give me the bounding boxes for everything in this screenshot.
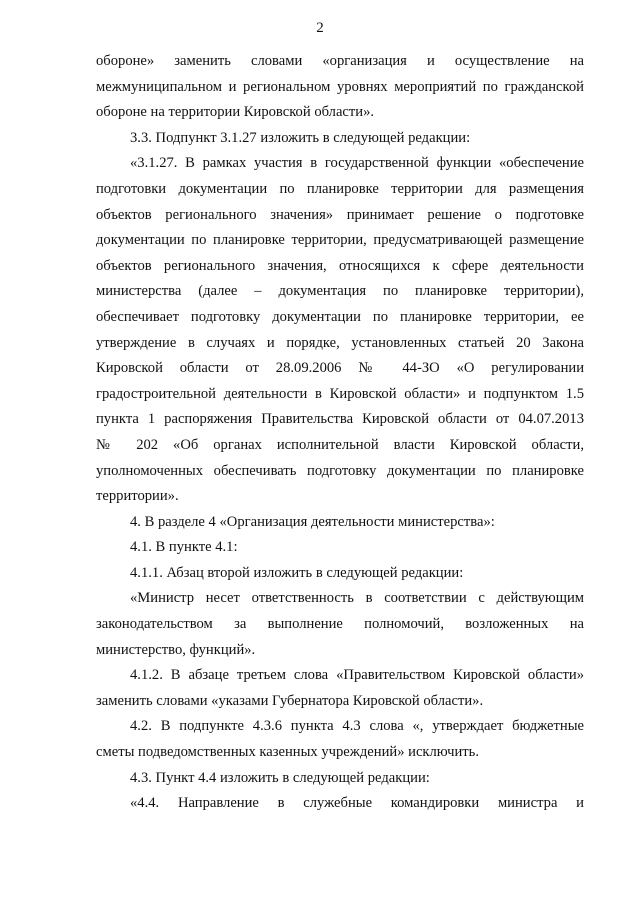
text-line: законодательством за выполнение полномочий, возложенных на (96, 616, 584, 633)
text-line: 4.1.1. Абзац второй изложить в следующей редакции: (130, 564, 464, 581)
text-line: межмуниципальном и региональном уровнях мероприятий по гражданской (96, 78, 584, 95)
text-line: 4. В разделе 4 «Организация деятельности министерства»: (130, 513, 495, 530)
document-body (96, 49, 584, 817)
text-line: сметы подведомственных казенных учреждений» исключить. (96, 744, 479, 761)
page-number: 2 (316, 20, 324, 36)
text-line: Кировской области от 28.09.2006 № 44-ЗО «О регулировании (96, 360, 584, 377)
text-line: 4.1. В пункте 4.1: (130, 539, 238, 556)
text-line: территории». (96, 488, 179, 505)
text-line: утверждение в случаях и порядке, установленных статьей 20 Закона (96, 334, 584, 351)
text-line: «Министр несет ответственность в соответствии с действующим (130, 590, 584, 607)
text-line: 4.3. Пункт 4.4 изложить в следующей редакции: (130, 769, 430, 786)
text-line: градостроительной деятельности в Кировской области» и подпунктом 1.5 (96, 385, 584, 402)
text-line: 4.1.2. В абзаце третьем слова «Правительством Кировской области» (130, 667, 584, 684)
text-line: пункта 1 распоряжения Правительства Кировской области от 04.07.2013 (96, 411, 584, 428)
text-line: заменить словами «указами Губернатора Кировской области». (96, 692, 484, 709)
text-line: объектов регионального значения» принимает решение о подготовке (96, 206, 584, 223)
text-line: уполномоченных обеспечивать подготовку документации по планировке (96, 462, 584, 479)
text-line: обороне» заменить словами «организация и осуществление на (96, 53, 584, 69)
text-line: объектов регионального значения, относящихся к сфере деятельности (96, 257, 584, 274)
text-line: министерство, функций». (96, 641, 256, 658)
text-line: № 202 «Об органах исполнительной власти Кировской области, (96, 436, 584, 453)
text-line: обороне на территории Кировской области». (96, 104, 375, 121)
text-line: 4.2. В подпункте 4.3.6 пункта 4.3 слова «, утверждает бюджетные (130, 718, 584, 735)
text-line: документации по планировке территории, предусматривающей размещение (96, 232, 584, 249)
text-line: обеспечивает подготовку документации по планировке территории, ее (96, 308, 584, 325)
text-line: подготовки документации по планировке территории для размещения (96, 180, 584, 197)
text-line: «3.1.27. В рамках участия в государственной функции «обеспечение (130, 155, 584, 172)
text-line: «4.4. Направление в служебные командировки министра и (130, 795, 584, 812)
text-line: 3.3. Подпункт 3.1.27 изложить в следующей редакции: (130, 129, 471, 146)
text-line: министерства (далее – документация по планировке территории), (96, 283, 584, 300)
